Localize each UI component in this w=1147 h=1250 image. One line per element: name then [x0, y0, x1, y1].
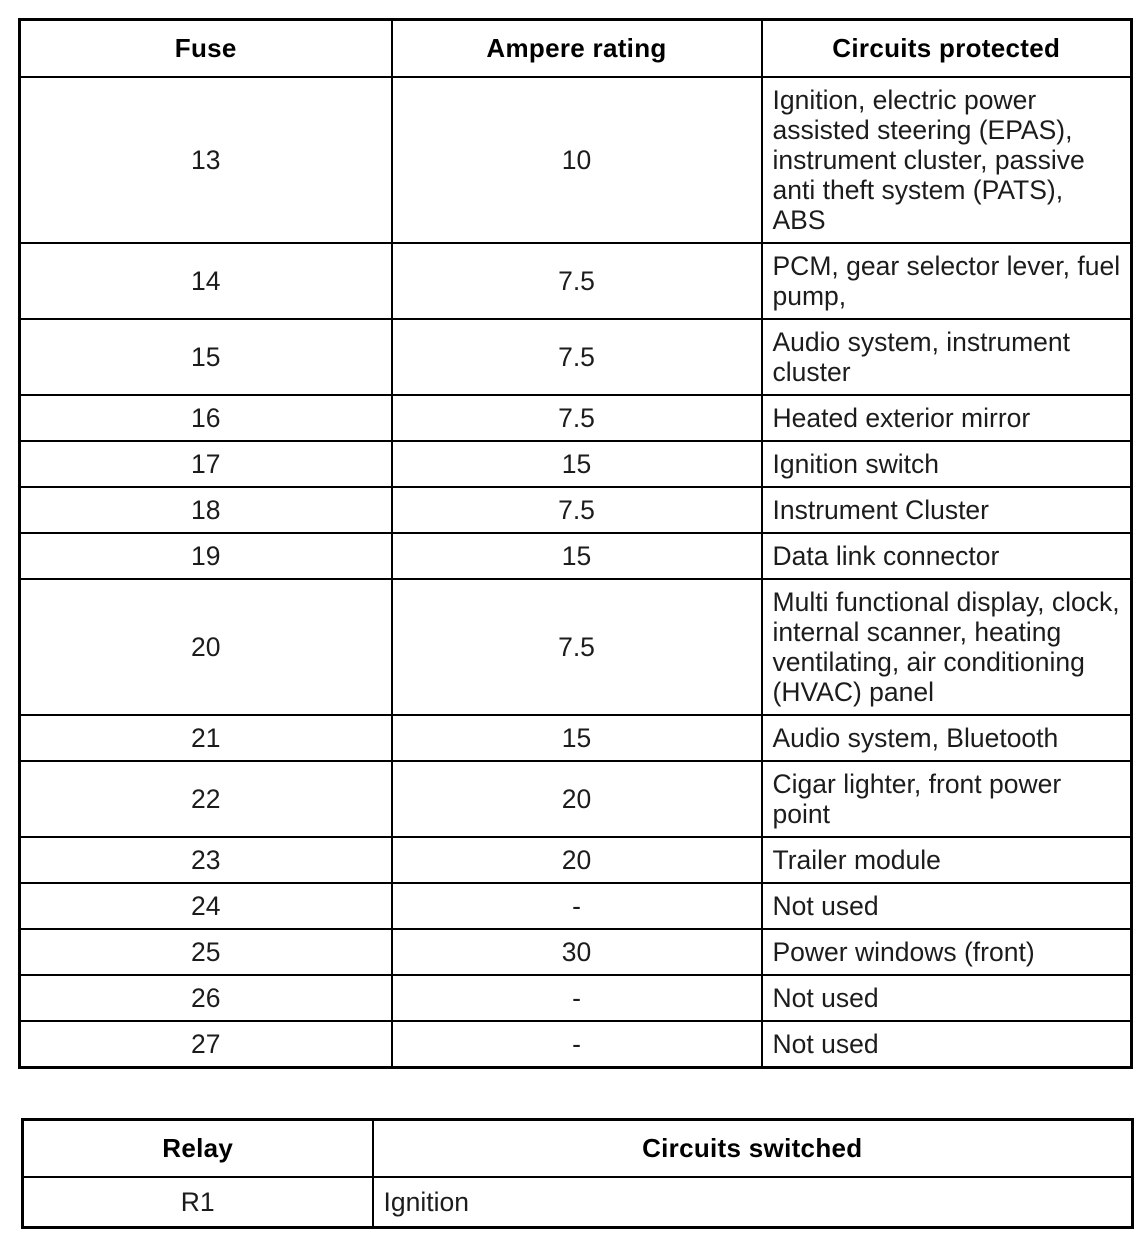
relay-table-body [23, 1177, 1133, 1227]
circuits-protected-cell: Trailer module [762, 837, 1132, 883]
table-row [20, 883, 1132, 929]
table-row [20, 441, 1132, 487]
table-row [20, 533, 1132, 579]
fuse-number-cell: 24 [20, 883, 392, 929]
circuits-protected-cell: Instrument Cluster [762, 487, 1132, 533]
ampere-rating-cell: 20 [392, 837, 762, 883]
circuits-protected-cell: Not used [762, 883, 1132, 929]
circuits-protected-cell: Audio system, instrument cluster [762, 319, 1132, 395]
table-row [20, 975, 1132, 1021]
table-row [20, 929, 1132, 975]
circuits-protected-cell: PCM, gear selector lever, fuel pump, [762, 243, 1132, 319]
table-row [20, 715, 1132, 761]
fuse-number-cell: 19 [20, 533, 392, 579]
circuits-protected-cell: Not used [762, 975, 1132, 1021]
ampere-rating-cell: 10 [392, 77, 762, 243]
fuse-table-header-row [20, 20, 1132, 78]
fuse-number-cell: 20 [20, 579, 392, 715]
ampere-rating-cell: 30 [392, 929, 762, 975]
relay-column-header: Relay [23, 1120, 373, 1178]
fuse-number-cell: 15 [20, 319, 392, 395]
circuits-switched-cell: Ignition [373, 1177, 1133, 1227]
table-row [23, 1177, 1133, 1227]
fuse-number-cell: 16 [20, 395, 392, 441]
circuits-protected-column-header: Circuits protected [762, 20, 1132, 78]
relay-number-cell: R1 [23, 1177, 373, 1227]
ampere-rating-cell: - [392, 883, 762, 929]
ampere-rating-cell: - [392, 1021, 762, 1068]
fuse-table [18, 18, 1133, 1069]
table-row [20, 319, 1132, 395]
circuits-protected-cell: Data link connector [762, 533, 1132, 579]
table-row [20, 761, 1132, 837]
table-row [20, 395, 1132, 441]
ampere-rating-cell: 15 [392, 533, 762, 579]
circuits-protected-cell: Ignition, electric power assisted steering (EPAS), instrument cluster, passive anti theft system (PATS), ABS [762, 77, 1132, 243]
circuits-protected-cell: Audio system, Bluetooth [762, 715, 1132, 761]
circuits-protected-cell: Power windows (front) [762, 929, 1132, 975]
fuse-number-cell: 22 [20, 761, 392, 837]
fuse-number-cell: 27 [20, 1021, 392, 1068]
circuits-switched-column-header: Circuits switched [373, 1120, 1133, 1178]
ampere-rating-cell: 7.5 [392, 243, 762, 319]
table-row [20, 487, 1132, 533]
fuse-number-cell: 17 [20, 441, 392, 487]
ampere-rating-cell: 7.5 [392, 487, 762, 533]
relay-table-header-row [23, 1120, 1133, 1178]
ampere-rating-cell: 7.5 [392, 395, 762, 441]
table-row [20, 77, 1132, 243]
ampere-rating-cell: 20 [392, 761, 762, 837]
circuits-protected-cell: Heated exterior mirror [762, 395, 1132, 441]
ampere-rating-cell: - [392, 975, 762, 1021]
circuits-protected-cell: Ignition switch [762, 441, 1132, 487]
ampere-rating-cell: 15 [392, 441, 762, 487]
table-row [20, 1021, 1132, 1068]
fuse-number-cell: 23 [20, 837, 392, 883]
circuits-protected-cell: Multi functional display, clock, internal scanner, heating ventilating, air conditioning (HVAC) panel [762, 579, 1132, 715]
ampere-rating-cell: 7.5 [392, 319, 762, 395]
table-row [20, 579, 1132, 715]
fuse-number-cell: 14 [20, 243, 392, 319]
relay-table [21, 1118, 1134, 1229]
fuse-number-cell: 21 [20, 715, 392, 761]
fuse-number-cell: 26 [20, 975, 392, 1021]
table-row [20, 837, 1132, 883]
ampere-rating-cell: 7.5 [392, 579, 762, 715]
circuits-protected-cell: Not used [762, 1021, 1132, 1068]
circuits-protected-cell: Cigar lighter, front power point [762, 761, 1132, 837]
table-row [20, 243, 1132, 319]
fuse-table-body [20, 77, 1132, 1068]
fuse-number-cell: 25 [20, 929, 392, 975]
ampere-rating-cell: 15 [392, 715, 762, 761]
fuse-number-cell: 18 [20, 487, 392, 533]
fuse-column-header: Fuse [20, 20, 392, 78]
ampere-rating-column-header: Ampere rating [392, 20, 762, 78]
fuse-number-cell: 13 [20, 77, 392, 243]
